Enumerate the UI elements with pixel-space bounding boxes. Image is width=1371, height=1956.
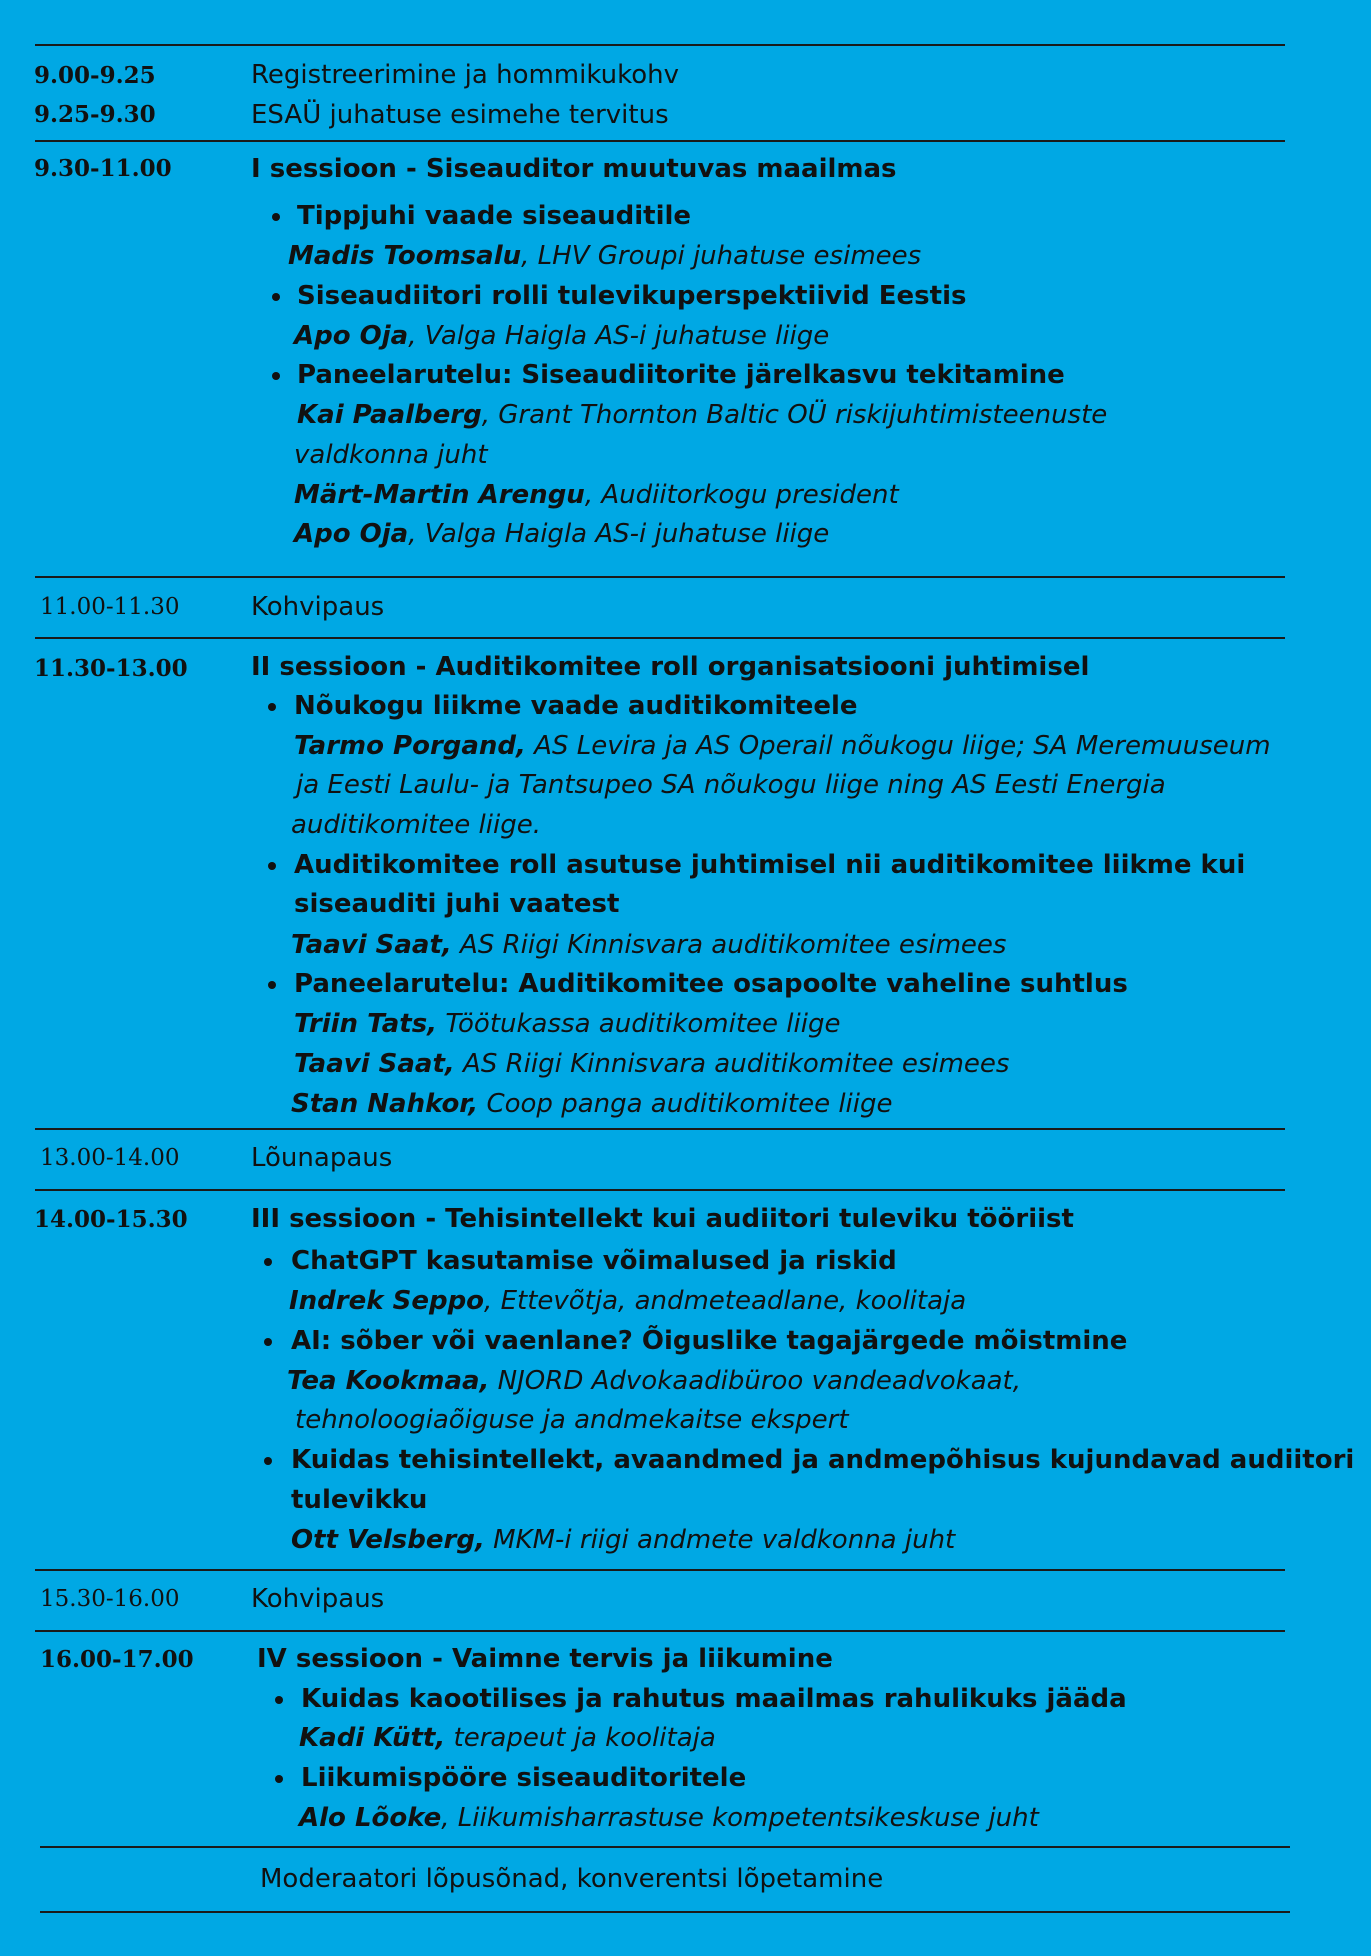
topic-title: Nõukogu liikme vaade auditikomiteele	[294, 691, 858, 721]
speaker-name: Stan Nahkor,	[291, 1089, 479, 1119]
divider	[35, 1128, 1285, 1130]
speaker-name: Tea Kookmaa,	[287, 1366, 490, 1396]
speaker	[291, 930, 1006, 960]
speaker	[294, 321, 829, 351]
speaker-role: Töötukassa auditikomitee liige	[437, 1009, 841, 1039]
divider	[35, 576, 1285, 578]
divider	[35, 140, 1285, 142]
speaker-name: Ott Velsberg,	[291, 1525, 485, 1555]
topic-title: Liikumispööre siseauditoritele	[301, 1763, 747, 1793]
bullet-icon	[268, 981, 276, 989]
speaker	[299, 1723, 716, 1753]
session-time: 14.00-15.30	[34, 1206, 188, 1233]
speaker	[294, 519, 829, 549]
speaker-role: , Ettevõtja, andmeteadlane, koolitaja	[484, 1286, 967, 1316]
speaker-role: NJORD Advokaadibüroo vandeadvokaat,	[489, 1366, 1022, 1396]
speaker	[294, 731, 1271, 761]
speaker-role-cont: tehnoloogiaõiguse ja andmekaitse ekspert	[295, 1405, 849, 1435]
speaker-role-cont: valdkonna juht	[294, 440, 488, 470]
divider	[35, 44, 1285, 46]
speaker-name: Kadi Kütt,	[299, 1723, 446, 1753]
speaker-name: Taavi Saat,	[291, 930, 452, 960]
bullet-icon	[275, 1775, 283, 1783]
break-label: Kohvipaus	[251, 592, 385, 622]
speaker	[294, 1009, 840, 1039]
bullet-icon	[275, 1696, 283, 1704]
bullet-icon	[272, 372, 280, 380]
topic-title: Tippjuhi vaade siseauditile	[297, 201, 692, 231]
speaker	[291, 1089, 893, 1119]
speaker-role: , Audiitorkogu president	[584, 480, 899, 510]
speaker-role: terapeut ja koolitaja	[445, 1723, 716, 1753]
speaker	[294, 1049, 1009, 1079]
bullet-icon	[268, 862, 276, 870]
speaker-role: AS Riigi Kinnisvara auditikomitee esimees	[454, 1049, 1010, 1079]
divider	[40, 1911, 1290, 1913]
bullet-icon	[272, 213, 280, 221]
bullet-icon	[264, 1338, 272, 1346]
bullet-icon	[264, 1258, 272, 1266]
divider	[35, 637, 1285, 639]
speaker-role: Coop panga auditikomitee liige	[478, 1089, 893, 1119]
topic-title: Kuidas tehisintellekt, avaandmed ja andmepõhisus kujundavad audiitori	[291, 1445, 1355, 1475]
speaker	[297, 400, 1107, 430]
break-label: Lõunapaus	[251, 1143, 393, 1173]
speaker-name: Kai Paalberg	[297, 400, 482, 430]
speaker-role: , Valga Haigla AS-i juhatuse liige	[408, 519, 830, 549]
speaker-role: , Liikumisharrastuse kompetentsikeskuse juht	[441, 1803, 1039, 1833]
speaker	[294, 480, 899, 510]
speaker-name: Apo Oja	[294, 321, 409, 351]
speaker-name: Apo Oja	[294, 519, 409, 549]
speaker	[291, 1525, 955, 1555]
speaker-role-cont: ja Eesti Laulu- ja Tantsupeo SA nõukogu liige ning AS Eesti Energia	[296, 770, 1166, 800]
session-title: I sessioon - Siseauditor muutuvas maailmas	[251, 154, 897, 184]
speaker	[288, 241, 921, 271]
speaker-role: , Valga Haigla AS-i juhatuse liige	[408, 321, 830, 351]
topic-title: ChatGPT kasutamise võimalused ja riskid	[291, 1246, 897, 1276]
divider	[35, 1630, 1285, 1632]
speaker-name: Tarmo Porgand,	[294, 731, 526, 761]
topic-title: AI: sõber või vaenlane? Õiguslike tagajärgede mõistmine	[291, 1326, 1128, 1356]
speaker	[287, 1366, 1021, 1396]
bullet-icon	[264, 1457, 272, 1465]
break-label: Kohvipaus	[251, 1584, 385, 1614]
time-label: 11.00-11.30	[40, 594, 180, 620]
topic-title: Kuidas kaootilises ja rahutus maailmas rahulikuks jääda	[301, 1684, 1127, 1714]
topic-title-cont: tulevikku	[291, 1485, 428, 1515]
topic-title-cont: siseauditi juhi vaatest	[294, 889, 620, 919]
time-label: 15.30-16.00	[40, 1586, 180, 1612]
session-time: 11.30-13.00	[34, 655, 188, 682]
speaker-name: Indrek Seppo	[289, 1286, 485, 1316]
speaker	[289, 1286, 966, 1316]
bullet-icon	[272, 293, 280, 301]
time-label: 9.25-9.30	[34, 101, 156, 128]
session-time: 9.30-11.00	[34, 155, 172, 182]
topic-title: Siseaudiitori rolli tulevikuperspektiivid Eestis	[297, 281, 967, 311]
session-title: IV sessioon - Vaimne tervis ja liikumine	[257, 1644, 833, 1674]
speaker-name: Taavi Saat,	[294, 1049, 455, 1079]
agenda-item: Registreerimine ja hommikukohv	[251, 60, 679, 90]
topic-title: Paneelarutelu: Auditikomitee osapoolte vaheline suhtlus	[294, 969, 1128, 999]
divider	[40, 1846, 1290, 1848]
speaker-role: , Grant Thornton Baltic OÜ riskijuhtimisteenuste	[481, 400, 1108, 430]
speaker-role: AS Levira ja AS Operail nõukogu liige; SA Meremuuseum	[525, 731, 1271, 761]
speaker-name: Märt-Martin Arengu	[294, 480, 585, 510]
speaker-role: , LHV Groupi juhatuse esimees	[521, 241, 922, 271]
session-title: III sessioon - Tehisintellekt kui audiitori tuleviku tööriist	[251, 1204, 1074, 1234]
topic-title: Paneelarutelu: Siseaudiitorite järelkasvu tekitamine	[297, 360, 1065, 390]
closing-remarks: Moderaatori lõpusõnad, konverentsi lõpetamine	[260, 1864, 884, 1894]
session-title: II sessioon - Auditikomitee roll organisatsiooni juhtimisel	[251, 652, 1090, 682]
time-label: 9.00-9.25	[34, 62, 156, 89]
divider	[35, 1569, 1285, 1571]
speaker-name: Triin Tats,	[294, 1009, 438, 1039]
session-time: 16.00-17.00	[40, 1646, 194, 1673]
speaker-name: Madis Toomsalu	[288, 241, 522, 271]
topic-title: Auditikomitee roll asutuse juhtimisel nii auditikomitee liikme kui	[294, 850, 1246, 880]
speaker-role: MKM-i riigi andmete valdkonna juht	[484, 1525, 956, 1555]
speaker-role-cont: auditikomitee liige.	[291, 810, 541, 840]
speaker-role: AS Riigi Kinnisvara auditikomitee esimees	[451, 930, 1007, 960]
speaker	[299, 1803, 1039, 1833]
agenda-item: ESAÜ juhatuse esimehe tervitus	[251, 100, 669, 130]
divider	[35, 1189, 1285, 1191]
speaker-name: Alo Lõoke	[299, 1803, 442, 1833]
time-label: 13.00-14.00	[40, 1145, 180, 1171]
bullet-icon	[268, 703, 276, 711]
